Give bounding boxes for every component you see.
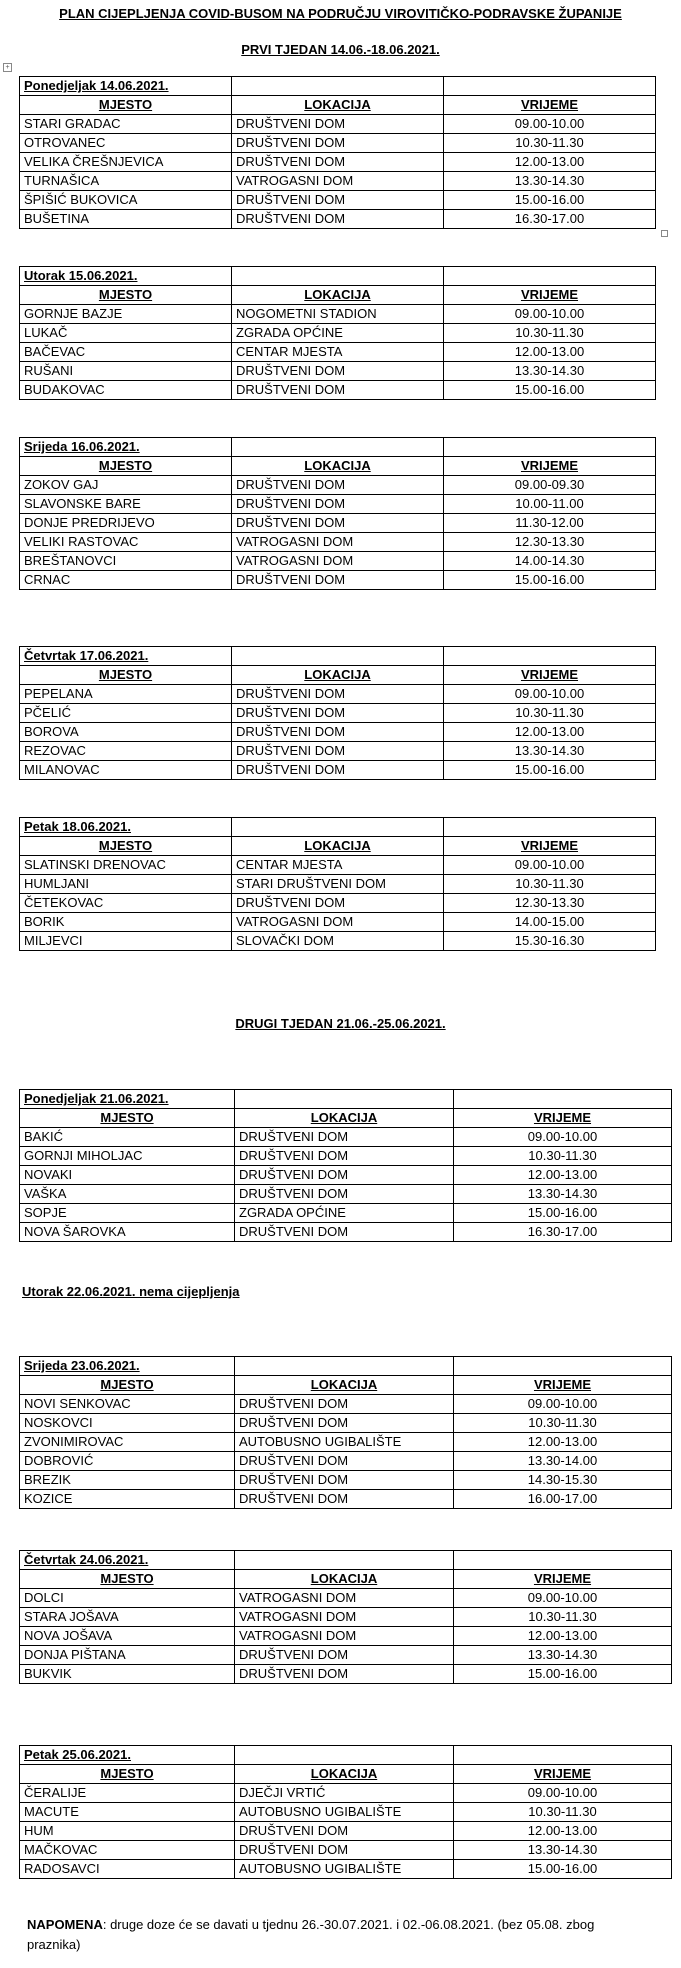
time-cell: 12.00-13.00 — [454, 1627, 672, 1646]
place-cell: ZVONIMIROVAC — [20, 1433, 235, 1452]
day-header-row — [20, 1090, 672, 1109]
time-cell: 13.30-14.30 — [454, 1646, 672, 1665]
location-cell: VATROGASNI DOM — [235, 1627, 454, 1646]
table-row — [20, 552, 656, 571]
week2-title: DRUGI TJEDAN 21.06.-25.06.2021. — [235, 1016, 446, 1031]
table-row — [20, 1414, 672, 1433]
column-header-row — [20, 96, 656, 115]
time-cell: 12.00-13.00 — [444, 723, 656, 742]
day-header-row — [20, 818, 656, 837]
time-cell: 10.30-11.30 — [444, 704, 656, 723]
location-cell: DRUŠTVENI DOM — [232, 723, 444, 742]
column-header-lokacija: LOKACIJA — [235, 1570, 454, 1589]
column-header-vrijeme: VRIJEME — [454, 1376, 672, 1395]
schedule-table — [19, 646, 656, 780]
table-row — [20, 495, 656, 514]
time-cell: 16.30-17.00 — [444, 210, 656, 229]
time-cell: 13.30-14.00 — [454, 1452, 672, 1471]
table-row — [20, 514, 656, 533]
place-cell: SOPJE — [20, 1204, 235, 1223]
time-cell: 15.30-16.30 — [444, 932, 656, 951]
table-row — [20, 856, 656, 875]
place-cell: NOVA JOŠAVA — [20, 1627, 235, 1646]
column-header-vrijeme: VRIJEME — [454, 1109, 672, 1128]
table-row — [20, 305, 656, 324]
document-title: PLAN CIJEPLJENJA COVID-BUSOM NA PODRUČJU VIROVITIČKO-PODRAVSKE ŽUPANIJE — [59, 6, 622, 21]
place-cell: LUKAČ — [20, 324, 232, 343]
location-cell: DRUŠTVENI DOM — [235, 1166, 454, 1185]
place-cell: CRNAC — [20, 571, 232, 590]
time-cell: 13.30-14.30 — [444, 172, 656, 191]
place-cell: BUKVIK — [20, 1665, 235, 1684]
table-row — [20, 932, 656, 951]
empty-cell — [444, 267, 656, 286]
empty-cell — [444, 818, 656, 837]
column-header-lokacija: LOKACIJA — [235, 1376, 454, 1395]
column-header-mjesto: MJESTO — [20, 1109, 235, 1128]
location-cell: DJEČJI VRTIĆ — [235, 1784, 454, 1803]
place-cell: STARI GRADAC — [20, 115, 232, 134]
schedule-table — [19, 266, 656, 400]
table-row — [20, 343, 656, 362]
location-cell: VATROGASNI DOM — [235, 1608, 454, 1627]
empty-cell — [454, 1357, 672, 1376]
column-header-mjesto: MJESTO — [20, 1376, 235, 1395]
schedule-table — [19, 1089, 672, 1242]
day-label: Srijeda 23.06.2021. — [20, 1357, 235, 1376]
place-cell: VAŠKA — [20, 1185, 235, 1204]
table-row — [20, 685, 656, 704]
place-cell: HUM — [20, 1822, 235, 1841]
location-cell: DRUŠTVENI DOM — [232, 514, 444, 533]
table-row — [20, 172, 656, 191]
time-cell: 16.30-17.00 — [454, 1223, 672, 1242]
table-row — [20, 761, 656, 780]
place-cell: ŠPIŠIĆ BUKOVICA — [20, 191, 232, 210]
time-cell: 10.30-11.30 — [444, 324, 656, 343]
time-cell: 13.30-14.30 — [454, 1185, 672, 1204]
place-cell: DONJA PIŠTANA — [20, 1646, 235, 1665]
place-cell: ČERALIJE — [20, 1784, 235, 1803]
location-cell: DRUŠTVENI DOM — [232, 704, 444, 723]
location-cell: DRUŠTVENI DOM — [232, 210, 444, 229]
location-cell: ZGRADA OPĆINE — [232, 324, 444, 343]
location-cell: DRUŠTVENI DOM — [232, 495, 444, 514]
empty-cell — [454, 1090, 672, 1109]
column-header-mjesto: MJESTO — [20, 96, 232, 115]
time-cell: 12.00-13.00 — [454, 1822, 672, 1841]
day-header-row — [20, 1357, 672, 1376]
place-cell: BUDAKOVAC — [20, 381, 232, 400]
location-cell: DRUŠTVENI DOM — [235, 1147, 454, 1166]
column-header-row — [20, 1109, 672, 1128]
time-cell: 11.30-12.00 — [444, 514, 656, 533]
time-cell: 09.00-10.00 — [454, 1784, 672, 1803]
place-cell: PČELIĆ — [20, 704, 232, 723]
schedule-table — [19, 817, 656, 951]
time-cell: 09.00-10.00 — [454, 1395, 672, 1414]
place-cell: REZOVAC — [20, 742, 232, 761]
location-cell: DRUŠTVENI DOM — [232, 134, 444, 153]
place-cell: VELIKI RASTOVAC — [20, 533, 232, 552]
table-row — [20, 210, 656, 229]
table-row — [20, 381, 656, 400]
time-cell: 14.00-14.30 — [444, 552, 656, 571]
table-row — [20, 1608, 672, 1627]
empty-cell — [232, 647, 444, 666]
location-cell: CENTAR MJESTA — [232, 343, 444, 362]
location-cell: DRUŠTVENI DOM — [235, 1646, 454, 1665]
location-cell: DRUŠTVENI DOM — [235, 1841, 454, 1860]
table-row — [20, 362, 656, 381]
empty-cell — [235, 1357, 454, 1376]
day-label: Četvrtak 24.06.2021. — [20, 1551, 235, 1570]
location-cell: VATROGASNI DOM — [232, 533, 444, 552]
time-cell: 12.00-13.00 — [454, 1433, 672, 1452]
table-row — [20, 134, 656, 153]
day-header-row — [20, 1551, 672, 1570]
table-row — [20, 1471, 672, 1490]
column-header-lokacija: LOKACIJA — [235, 1765, 454, 1784]
table-row — [20, 324, 656, 343]
place-cell: GORNJI MIHOLJAC — [20, 1147, 235, 1166]
empty-cell — [454, 1746, 672, 1765]
place-cell: DONJE PREDRIJEVO — [20, 514, 232, 533]
table-row — [20, 1166, 672, 1185]
column-header-mjesto: MJESTO — [20, 666, 232, 685]
column-header-vrijeme: VRIJEME — [454, 1765, 672, 1784]
location-cell: DRUŠTVENI DOM — [235, 1822, 454, 1841]
location-cell: DRUŠTVENI DOM — [232, 191, 444, 210]
day-label: Ponedjeljak 21.06.2021. — [20, 1090, 235, 1109]
location-cell: NOGOMETNI STADION — [232, 305, 444, 324]
time-cell: 16.00-17.00 — [454, 1490, 672, 1509]
place-cell: ČETEKOVAC — [20, 894, 232, 913]
place-cell: BREŠTANOVCI — [20, 552, 232, 571]
place-cell: ZOKOV GAJ — [20, 476, 232, 495]
place-cell: BREZIK — [20, 1471, 235, 1490]
place-cell: MAČKOVAC — [20, 1841, 235, 1860]
column-header-lokacija: LOKACIJA — [232, 457, 444, 476]
table-row — [20, 1185, 672, 1204]
location-cell: DRUŠTVENI DOM — [235, 1490, 454, 1509]
location-cell: DRUŠTVENI DOM — [235, 1128, 454, 1147]
place-cell: SLAVONSKE BARE — [20, 495, 232, 514]
time-cell: 15.00-16.00 — [444, 571, 656, 590]
location-cell: DRUŠTVENI DOM — [235, 1414, 454, 1433]
location-cell: DRUŠTVENI DOM — [232, 381, 444, 400]
column-header-mjesto: MJESTO — [20, 457, 232, 476]
time-cell: 10.30-11.30 — [454, 1608, 672, 1627]
location-cell: VATROGASNI DOM — [232, 172, 444, 191]
empty-cell — [454, 1551, 672, 1570]
table-row — [20, 1490, 672, 1509]
table-row — [20, 1433, 672, 1452]
empty-cell — [232, 77, 444, 96]
location-cell: DRUŠTVENI DOM — [232, 894, 444, 913]
table-resize-handle-icon[interactable] — [661, 230, 668, 237]
place-cell: RUŠANI — [20, 362, 232, 381]
time-cell: 13.30-14.30 — [444, 742, 656, 761]
table-row — [20, 1822, 672, 1841]
time-cell: 09.00-10.00 — [444, 685, 656, 704]
schedule-table — [19, 1356, 672, 1509]
table-move-handle-icon[interactable]: + — [3, 63, 12, 72]
place-cell: VELIKA ČREŠNJEVICA — [20, 153, 232, 172]
empty-cell — [232, 818, 444, 837]
column-header-lokacija: LOKACIJA — [232, 666, 444, 685]
time-cell: 09.00-10.00 — [444, 856, 656, 875]
location-cell: SLOVAČKI DOM — [232, 932, 444, 951]
table-row — [20, 894, 656, 913]
location-cell: DRUŠTVENI DOM — [235, 1471, 454, 1490]
location-cell: VATROGASNI DOM — [232, 552, 444, 571]
place-cell: DOLCI — [20, 1589, 235, 1608]
time-cell: 14.00-15.00 — [444, 913, 656, 932]
location-cell: AUTOBUSNO UGIBALIŠTE — [235, 1803, 454, 1822]
place-cell: MILANOVAC — [20, 761, 232, 780]
time-cell: 15.00-16.00 — [454, 1665, 672, 1684]
column-header-row — [20, 457, 656, 476]
footer-note-text: : druge doze će se davati u tjednu 26.-30.07.2021. i 02.-06.08.2021. (bez 05.08. zbog praznika) — [27, 1917, 595, 1952]
location-cell: DRUŠTVENI DOM — [232, 362, 444, 381]
table-row — [20, 1803, 672, 1822]
table-row — [20, 1147, 672, 1166]
place-cell: NOVAKI — [20, 1166, 235, 1185]
schedule-table — [19, 1745, 672, 1879]
time-cell: 15.00-16.00 — [454, 1204, 672, 1223]
column-header-row — [20, 1376, 672, 1395]
column-header-row — [20, 837, 656, 856]
time-cell: 10.30-11.30 — [454, 1803, 672, 1822]
place-cell: NOVA ŠAROVKA — [20, 1223, 235, 1242]
week1-title: PRVI TJEDAN 14.06.-18.06.2021. — [241, 42, 440, 57]
table-row — [20, 1204, 672, 1223]
empty-cell — [232, 438, 444, 457]
location-cell: DRUŠTVENI DOM — [235, 1223, 454, 1242]
time-cell: 15.00-16.00 — [444, 381, 656, 400]
time-cell: 15.00-16.00 — [444, 761, 656, 780]
empty-cell — [235, 1746, 454, 1765]
column-header-row — [20, 1765, 672, 1784]
footer-note-label: NAPOMENA — [27, 1917, 103, 1932]
day-header-row — [20, 647, 656, 666]
table-row — [20, 742, 656, 761]
place-cell: MACUTE — [20, 1803, 235, 1822]
place-cell: NOSKOVCI — [20, 1414, 235, 1433]
time-cell: 13.30-14.30 — [454, 1841, 672, 1860]
time-cell: 15.00-16.00 — [454, 1860, 672, 1879]
time-cell: 13.30-14.30 — [444, 362, 656, 381]
location-cell: DRUŠTVENI DOM — [235, 1665, 454, 1684]
location-cell: DRUŠTVENI DOM — [235, 1395, 454, 1414]
table-row — [20, 913, 656, 932]
day-label: Ponedjeljak 14.06.2021. — [20, 77, 232, 96]
column-header-mjesto: MJESTO — [20, 837, 232, 856]
table-row — [20, 115, 656, 134]
column-header-row — [20, 286, 656, 305]
place-cell: DOBROVIĆ — [20, 1452, 235, 1471]
no-vaccination-note: Utorak 22.06.2021. nema cijepljenja — [22, 1284, 240, 1299]
time-cell: 12.30-13.30 — [444, 894, 656, 913]
time-cell: 10.30-11.30 — [454, 1414, 672, 1433]
table-row — [20, 723, 656, 742]
table-row — [20, 571, 656, 590]
location-cell: DRUŠTVENI DOM — [232, 761, 444, 780]
time-cell: 12.00-13.00 — [444, 153, 656, 172]
table-row — [20, 533, 656, 552]
location-cell: ZGRADA OPĆINE — [235, 1204, 454, 1223]
column-header-row — [20, 1570, 672, 1589]
time-cell: 10.30-11.30 — [444, 134, 656, 153]
place-cell: BAKIĆ — [20, 1128, 235, 1147]
schedule-table — [19, 1550, 672, 1684]
place-cell: OTROVANEC — [20, 134, 232, 153]
place-cell: GORNJE BAZJE — [20, 305, 232, 324]
day-header-row — [20, 267, 656, 286]
empty-cell — [235, 1551, 454, 1570]
column-header-vrijeme: VRIJEME — [444, 666, 656, 685]
location-cell: DRUŠTVENI DOM — [232, 685, 444, 704]
time-cell: 12.30-13.30 — [444, 533, 656, 552]
empty-cell — [235, 1090, 454, 1109]
day-label: Četvrtak 17.06.2021. — [20, 647, 232, 666]
column-header-vrijeme: VRIJEME — [454, 1570, 672, 1589]
day-header-row — [20, 438, 656, 457]
table-row — [20, 1627, 672, 1646]
table-row — [20, 1128, 672, 1147]
place-cell: STARA JOŠAVA — [20, 1608, 235, 1627]
location-cell: DRUŠTVENI DOM — [232, 571, 444, 590]
day-header-row — [20, 77, 656, 96]
table-row — [20, 476, 656, 495]
time-cell: 12.00-13.00 — [454, 1166, 672, 1185]
location-cell: AUTOBUSNO UGIBALIŠTE — [235, 1433, 454, 1452]
place-cell: NOVI SENKOVAC — [20, 1395, 235, 1414]
table-row — [20, 875, 656, 894]
table-row — [20, 1589, 672, 1608]
column-header-row — [20, 666, 656, 685]
time-cell: 09.00-10.00 — [444, 305, 656, 324]
column-header-vrijeme: VRIJEME — [444, 286, 656, 305]
column-header-mjesto: MJESTO — [20, 1570, 235, 1589]
empty-cell — [444, 647, 656, 666]
table-row — [20, 1841, 672, 1860]
column-header-lokacija: LOKACIJA — [232, 837, 444, 856]
location-cell: DRUŠTVENI DOM — [235, 1185, 454, 1204]
location-cell: AUTOBUSNO UGIBALIŠTE — [235, 1860, 454, 1879]
table-row — [20, 153, 656, 172]
column-header-lokacija: LOKACIJA — [235, 1109, 454, 1128]
time-cell: 10.30-11.30 — [454, 1147, 672, 1166]
empty-cell — [232, 267, 444, 286]
day-label: Petak 18.06.2021. — [20, 818, 232, 837]
place-cell: TURNAŠICA — [20, 172, 232, 191]
table-row — [20, 1395, 672, 1414]
day-label: Petak 25.06.2021. — [20, 1746, 235, 1765]
table-row — [20, 1784, 672, 1803]
place-cell: MILJEVCI — [20, 932, 232, 951]
time-cell: 09.00-10.00 — [444, 115, 656, 134]
column-header-lokacija: LOKACIJA — [232, 286, 444, 305]
place-cell: KOZICE — [20, 1490, 235, 1509]
footer-note — [27, 1915, 647, 1955]
column-header-lokacija: LOKACIJA — [232, 96, 444, 115]
table-row — [20, 1860, 672, 1879]
column-header-vrijeme: VRIJEME — [444, 457, 656, 476]
place-cell: RADOSAVCI — [20, 1860, 235, 1879]
table-row — [20, 1665, 672, 1684]
place-cell: PEPELANA — [20, 685, 232, 704]
place-cell: BORIK — [20, 913, 232, 932]
column-header-vrijeme: VRIJEME — [444, 96, 656, 115]
place-cell: BOROVA — [20, 723, 232, 742]
time-cell: 10.30-11.30 — [444, 875, 656, 894]
time-cell: 14.30-15.30 — [454, 1471, 672, 1490]
table-row — [20, 1223, 672, 1242]
location-cell: DRUŠTVENI DOM — [235, 1452, 454, 1471]
location-cell: DRUŠTVENI DOM — [232, 742, 444, 761]
day-label: Utorak 15.06.2021. — [20, 267, 232, 286]
schedule-table — [19, 437, 656, 590]
time-cell: 09.00-10.00 — [454, 1589, 672, 1608]
schedule-table — [19, 76, 656, 229]
column-header-mjesto: MJESTO — [20, 1765, 235, 1784]
day-label: Srijeda 16.06.2021. — [20, 438, 232, 457]
table-row — [20, 1452, 672, 1471]
location-cell: DRUŠTVENI DOM — [232, 476, 444, 495]
place-cell: BAČEVAC — [20, 343, 232, 362]
time-cell: 15.00-16.00 — [444, 191, 656, 210]
location-cell: VATROGASNI DOM — [232, 913, 444, 932]
place-cell: HUMLJANI — [20, 875, 232, 894]
time-cell: 09.00-10.00 — [454, 1128, 672, 1147]
day-header-row — [20, 1746, 672, 1765]
location-cell: DRUŠTVENI DOM — [232, 153, 444, 172]
time-cell: 09.00-09.30 — [444, 476, 656, 495]
location-cell: STARI DRUŠTVENI DOM — [232, 875, 444, 894]
location-cell: DRUŠTVENI DOM — [232, 115, 444, 134]
location-cell: VATROGASNI DOM — [235, 1589, 454, 1608]
column-header-mjesto: MJESTO — [20, 286, 232, 305]
place-cell: SLATINSKI DRENOVAC — [20, 856, 232, 875]
empty-cell — [444, 77, 656, 96]
place-cell: BUŠETINA — [20, 210, 232, 229]
table-row — [20, 704, 656, 723]
location-cell: CENTAR MJESTA — [232, 856, 444, 875]
time-cell: 12.00-13.00 — [444, 343, 656, 362]
time-cell: 10.00-11.00 — [444, 495, 656, 514]
column-header-vrijeme: VRIJEME — [444, 837, 656, 856]
empty-cell — [444, 438, 656, 457]
table-row — [20, 191, 656, 210]
table-row — [20, 1646, 672, 1665]
